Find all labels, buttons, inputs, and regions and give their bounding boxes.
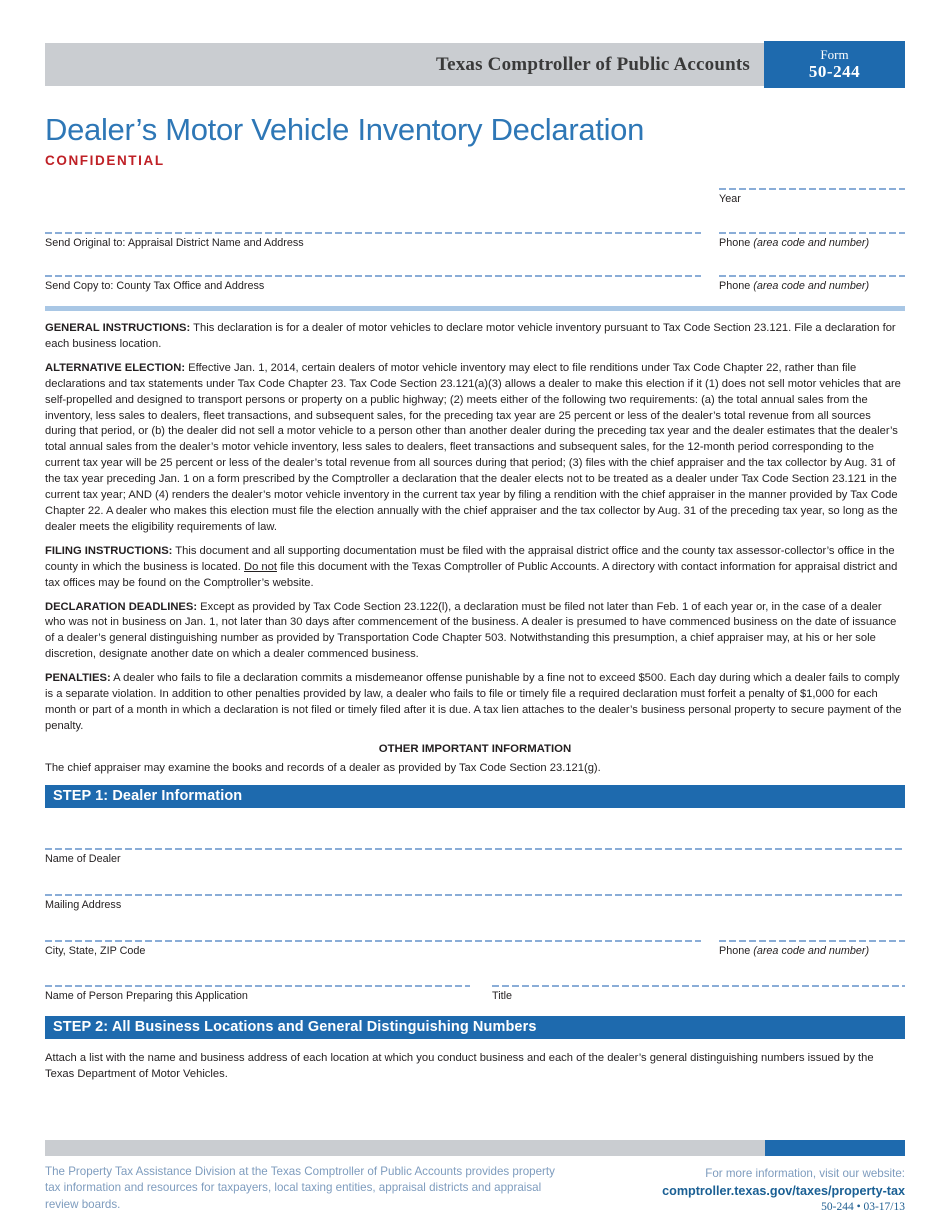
city-state-zip-input-line[interactable]: [45, 940, 701, 942]
general-instructions-paragraph: [45, 321, 905, 353]
footer-bar: [45, 1140, 905, 1156]
alternative-election-paragraph: [45, 361, 905, 536]
preparer-title-input-line[interactable]: [492, 985, 905, 987]
phone-note: (area code and number): [753, 280, 870, 292]
footer: [45, 1140, 905, 1213]
appraisal-phone-label: [719, 237, 905, 249]
instructions-section: [45, 321, 905, 777]
header-gray-band: [45, 43, 764, 86]
penalties-paragraph: [45, 671, 905, 735]
dealer-phone-input-line[interactable]: [719, 940, 905, 942]
appraisal-phone-input-line[interactable]: [719, 232, 905, 234]
other-important-heading: OTHER IMPORTANT INFORMATION: [378, 742, 572, 755]
form-number-label: 50-244: [808, 62, 861, 82]
website-link[interactable]: comptroller.texas.gov/taxes/property-tax: [662, 1184, 905, 1198]
filing-instructions-do-not: Do not: [244, 560, 277, 573]
appraisal-phone-field: [719, 232, 905, 249]
dealer-name-label: Name of Dealer: [45, 852, 121, 865]
county-tax-office-field: [45, 275, 701, 292]
form-number-badge: [764, 41, 905, 88]
filing-instructions-text-after: file this document with the Texas Comptroller of Public Accounts. A directory with contact information for appraisal district and tax offices may be found on the Comptroller’s website.: [45, 560, 898, 589]
confidential-label: CONFIDENTIAL: [45, 153, 165, 168]
general-instructions-text: This declaration is for a dealer of motor vehicles to declare motor vehicle inventory pursuant to Tax Code Section 23.121. File a declaration for each business location.: [45, 322, 896, 350]
form-revision-label: 50-244 • 03-17/13: [821, 1201, 905, 1213]
phone-word: Phone: [719, 237, 751, 249]
page-title: Dealer’s Motor Vehicle Inventory Declaration: [45, 112, 645, 147]
mailing-address-label: Mailing Address: [45, 898, 122, 911]
penalties-text: A dealer who fails to file a declaration commits a misdemeanor offense punishable by a fine not to exceed $500. Each day during which a dealer fails to comply is a separate violation. In addition to other penalties provided by law, a dealer who fails to file or timely file a required declaration must forfeit a penalty of $1,000 for each month or part of a month in which a declaration is not filed or timely filed after it is due. A tax lien attaches to the dealer’s business personal property to secure payment of the penalty.: [45, 672, 902, 732]
county-phone-field: [719, 275, 905, 292]
send-copy-row: [45, 275, 905, 292]
page-content: [0, 43, 950, 1082]
city-state-zip-row: [45, 940, 905, 957]
declaration-deadlines-text: Except as provided by Tax Code Section 23.122(l), a declaration must be filed not later than Feb. 1 of each year or, in the case of a dealer who was not in business on Jan. 1, not later than 30 days after commencement of the business. A dealer is presumed to have commenced business on the date of issuance of a dealer’s general distinguishing number as provided by Transportation Code Chapter 503. Notwithstanding this presumption, a chief appraiser may, at his or her sole discretion, designate another date on which a dealer commenced business.: [45, 600, 897, 661]
send-original-row: [45, 232, 905, 249]
year-input-line[interactable]: [719, 188, 905, 190]
send-copy-label: Send Copy to: County Tax Office and Address: [45, 280, 265, 292]
filing-instructions-lead: FILING INSTRUCTIONS:: [45, 544, 173, 557]
dealer-name-field: [45, 848, 905, 865]
footer-gray-band: [45, 1140, 765, 1156]
preparer-name-field: [45, 985, 470, 1002]
city-state-zip-label: City, State, ZIP Code: [45, 944, 146, 957]
city-state-zip-field: [45, 940, 701, 957]
phone-word: Phone: [719, 280, 751, 292]
agency-name: Texas Comptroller of Public Accounts: [435, 53, 750, 75]
declaration-deadlines-lead: DECLARATION DEADLINES:: [45, 600, 198, 613]
other-important-text: The chief appraiser may examine the books and records of a dealer as provided by Tax Code Section 23.121(g).: [45, 761, 601, 774]
footer-website-note: For more information, visit our website:: [705, 1167, 905, 1180]
year-field: [719, 188, 905, 205]
header-bar: [45, 43, 905, 88]
year-row: [45, 188, 905, 205]
phone-word: Phone: [719, 944, 751, 957]
section-divider: [45, 306, 905, 311]
county-tax-office-input-line[interactable]: [45, 275, 701, 277]
penalties-lead: PENALTIES:: [45, 672, 111, 685]
footer-note: The Property Tax Assistance Division at the Texas Comptroller of Public Accounts provides property tax information and resources for taxpayers, local taxing entities, appraisal districts and appraisal review boards.: [45, 1165, 555, 1211]
phone-note: (area code and number): [753, 237, 870, 249]
declaration-deadlines-paragraph: [45, 600, 905, 664]
dealer-phone-label: [719, 945, 905, 957]
footer-right-block: [662, 1164, 905, 1213]
dealer-phone-field: [719, 940, 905, 957]
footer-blue-band: [765, 1140, 905, 1156]
filing-instructions-text-before: This document and all supporting documentation must be filed with the appraisal district office and the county tax assessor-collector’s office in the county in which the business is located.: [45, 544, 895, 573]
year-label: Year: [719, 193, 741, 205]
step2-header: STEP 2: All Business Locations and General Distinguishing Numbers: [45, 1016, 905, 1039]
alternative-election-lead: ALTERNATIVE ELECTION:: [45, 361, 186, 374]
mailing-address-input-line[interactable]: [45, 894, 905, 896]
appraisal-district-field: [45, 232, 701, 249]
dealer-name-input-line[interactable]: [45, 848, 905, 850]
footer-text-row: [45, 1164, 905, 1213]
step1-header: STEP 1: Dealer Information: [45, 785, 905, 808]
county-phone-label: [719, 280, 905, 292]
form-word-label: Form: [820, 46, 849, 62]
general-instructions-lead: GENERAL INSTRUCTIONS:: [45, 322, 191, 334]
send-original-label: Send Original to: Appraisal District Name and Address: [45, 237, 304, 249]
appraisal-district-input-line[interactable]: [45, 232, 701, 234]
county-phone-input-line[interactable]: [719, 275, 905, 277]
preparer-title-field: [492, 985, 905, 1002]
preparer-name-label: Name of Person Preparing this Application: [45, 989, 248, 1002]
preparer-title-label: Title: [492, 989, 512, 1002]
filing-instructions-paragraph: [45, 544, 905, 592]
step2-instructions: Attach a list with the name and business address of each location at which you conduct business and each of the dealer’s general distinguishing numbers issued by the Texas Department of Motor Vehicles.: [45, 1051, 874, 1080]
preparer-name-input-line[interactable]: [45, 985, 470, 987]
phone-note: (area code and number): [753, 944, 870, 957]
preparer-row: [45, 985, 905, 1002]
alternative-election-text: Effective Jan. 1, 2014, certain dealers of motor vehicle inventory may elect to file renditions under Tax Code Chapter 22, rather than file declarations and tax statements under Tax Code Chapter 23. Tax Code Section 23.121(a)(3) allows a dealer to make this election if it (1) does not sell motor vehicles that are self-propelled and designed to transport persons or property on a public highway; (2) meets either of the following two requirements: (a) the total annual sales from the inventory, less sales to dealers, fleet transactions, and subsequent sales, for the preceding tax year are 25 percent or less of the dealer’s total revenue from all sources during that period, or (b) the dealer did not sell a motor vehicle to a person other than another dealer during the preceding tax year and the dealer estimates that the dealer’s total annual sales from the dealer’s motor vehicle inventory, less sales to dealers, fleet transactions and subsequent sales, for the 12-month period corresponding to the current tax year will be 25 percent or less of the dealer’s total revenue from all sources during that period; (3) files with the chief appraiser and the tax collector by Aug. 31 of the tax year preceding Jan. 1 on a form prescribed by the Comptroller a declaration that the dealer elects not to be treated as a dealer under Tax Code Section 23.121 in the current tax year; AND (4) renders the dealer’s motor vehicle inventory in the current tax year by filing a rendition with the chief appraiser in the manner provided by Tax Code Chapter 22. A dealer who makes this election must file the election annually with the chief appraiser and the tax collector by Aug. 31 of the preceding tax year, so long as the dealer meets the eligibility requirements of law.: [45, 361, 901, 533]
mailing-address-field: [45, 894, 905, 911]
